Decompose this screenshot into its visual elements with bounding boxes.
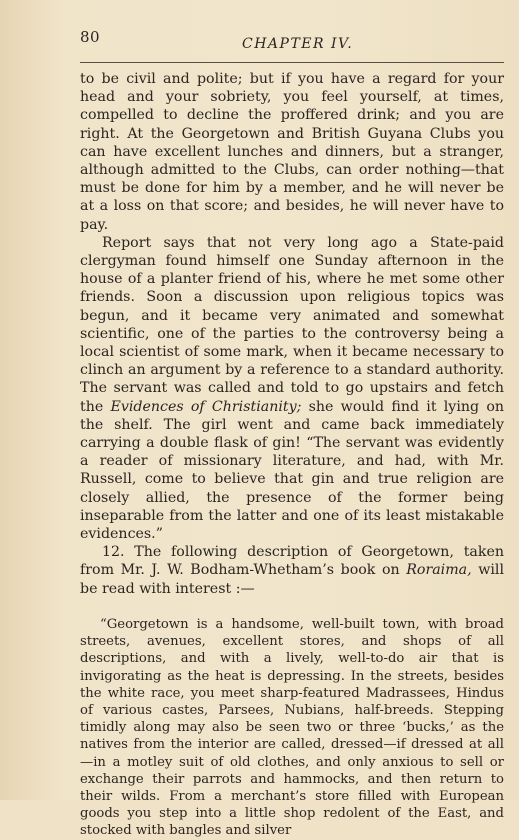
book-title-italic: Roraima, — [406, 562, 472, 579]
paragraph-section-12 — [80, 543, 504, 598]
page-number: 80 — [80, 28, 101, 46]
paragraph-text: she would find it lying on the shelf. The girl went and came back immediately carrying a double flask of gin! “The servant was evidently a reader of missionary literature, and had, with Mr. Russell, come to believe that gin and true religion are closely allied, the presence of the former being inseparable from the latter and one of its least mistakable evidences.” — [80, 398, 504, 543]
header-rule — [80, 62, 504, 63]
paragraph-continued: to be civil and polite; but if you have a regard for your head and your sobriety, you feel yourself, at times, compelled to decline the proffered drink; and you are right. At the Georgetown and British Guyana Clubs you can have excellent lunches and dinners, but a stranger, although admitted to the Clubs, can order nothing—that must be done for him by a member, and he will never be at a loss on that score; and besides, he will never have to pay. — [80, 71, 504, 233]
paragraph-text: will be read with interest :— — [80, 562, 504, 597]
body-text — [80, 70, 504, 840]
paragraph-text: Report says that not very long ago a State-paid clergyman found himself one Sunday afternoon in the house of a planter friend of his, where he met some other friends. Soon a discussion upon religious topics was begun, and it became very animated and somewhat scientific, one of the parties to the controversy being a local scientist of some mark, when it became necessary to clinch an argument by a reference to a standard authority. The servant was called and told to go upstairs and fetch the — [80, 234, 504, 415]
running-head: CHAPTER IV. — [242, 36, 354, 52]
book-title-italic: Evidences of Christianity; — [110, 398, 302, 415]
paragraph-text: 12. The following description of Georgetown, taken from Mr. J. W. Bodham-Whetham’s book on — [80, 544, 504, 579]
spacer — [80, 598, 504, 616]
block-quotation: “Georgetown is a handsome, well-built town, with broad streets, avenues, excellent stores, and shops of all descriptions, and with a lively, well-to-do air that is invigorating as the heat is depressing. In the streets, besides the white race, you meet sharp-featured Madrassees, Hindus of various castes, Parsees, Nubians, half-breeds. Stepping timidly along may also be seen two or three ‘bucks,’ as the natives from the interior are called, dressed—if dressed at all—in a motley suit of old clothes, and only anxious to sell or exchange their parrots and hammocks, and then return to their wilds. From a merchant’s store filled with European goods you step into a little shop redolent of the East, and stocked with bangles and silver — [80, 616, 504, 839]
paragraph-clergyman-anecdote — [80, 234, 504, 543]
page-header — [0, 28, 519, 58]
